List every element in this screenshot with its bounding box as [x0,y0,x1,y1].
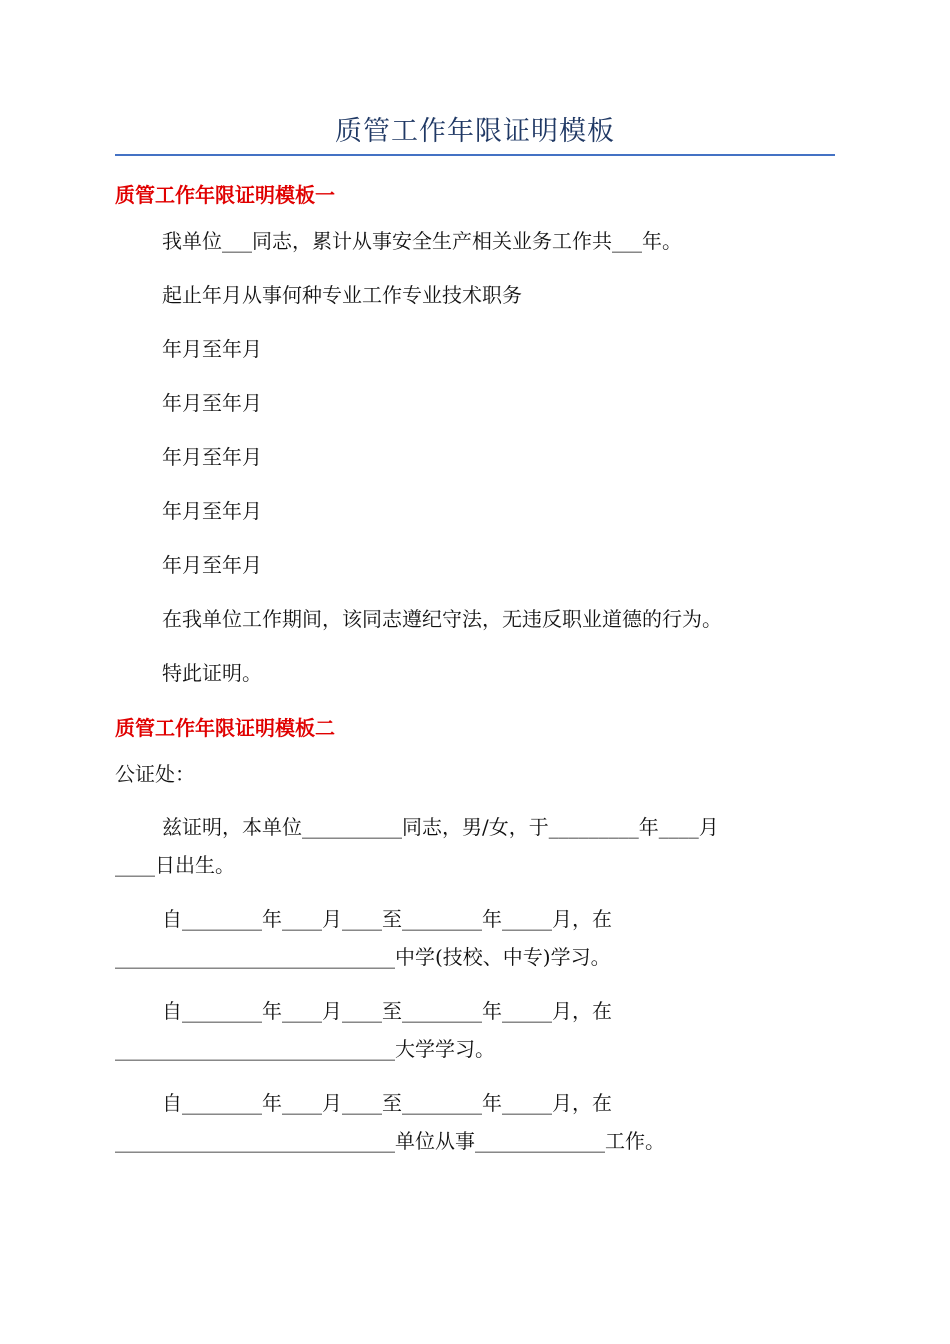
section2-salutation: 公证处： [115,762,195,786]
section1-paragraph-3: 在我单位工作期间，该同志遵纪守法，无违反职业道德的行为。 [162,607,722,631]
section1-closing: 特此证明。 [162,661,262,685]
section1-date-row-5: 年月至年月 [162,553,262,577]
section2-paragraph-2-line-1: 自________年____月____至________年_____月，在 [162,907,612,931]
section2-paragraph-3-line-1: 自________年____月____至________年_____月，在 [162,999,612,1023]
section2-paragraph-1-line-1: 兹证明，本单位__________同志，男/女，于_________年____月 [162,815,719,839]
section2-paragraph-4-line-1: 自________年____月____至________年_____月，在 [162,1091,612,1115]
section1-date-row-1: 年月至年月 [162,337,262,361]
section1-paragraph-1: 我单位___同志，累计从事安全生产相关业务工作共___年。 [162,229,682,253]
document-title: 质管工作年限证明模板 [335,116,615,147]
section1-date-row-4: 年月至年月 [162,499,262,523]
section2-paragraph-2-line-2: ____________________________中学(技校、中专)学习。 [115,945,611,969]
section2-heading: 质管工作年限证明模板二 [115,716,335,740]
section1-paragraph-2: 起止年月从事何种专业工作专业技术职务 [162,283,522,307]
section1-date-row-3: 年月至年月 [162,445,262,469]
section2-paragraph-1-line-2: ____日出生。 [115,853,235,877]
section1-heading: 质管工作年限证明模板一 [115,183,335,207]
title-underline [115,154,835,156]
section2-paragraph-4-line-2: ____________________________单位从事_____________工作。 [115,1129,665,1153]
section1-date-row-2: 年月至年月 [162,391,262,415]
section2-paragraph-3-line-2: ____________________________大学学习。 [115,1037,495,1061]
